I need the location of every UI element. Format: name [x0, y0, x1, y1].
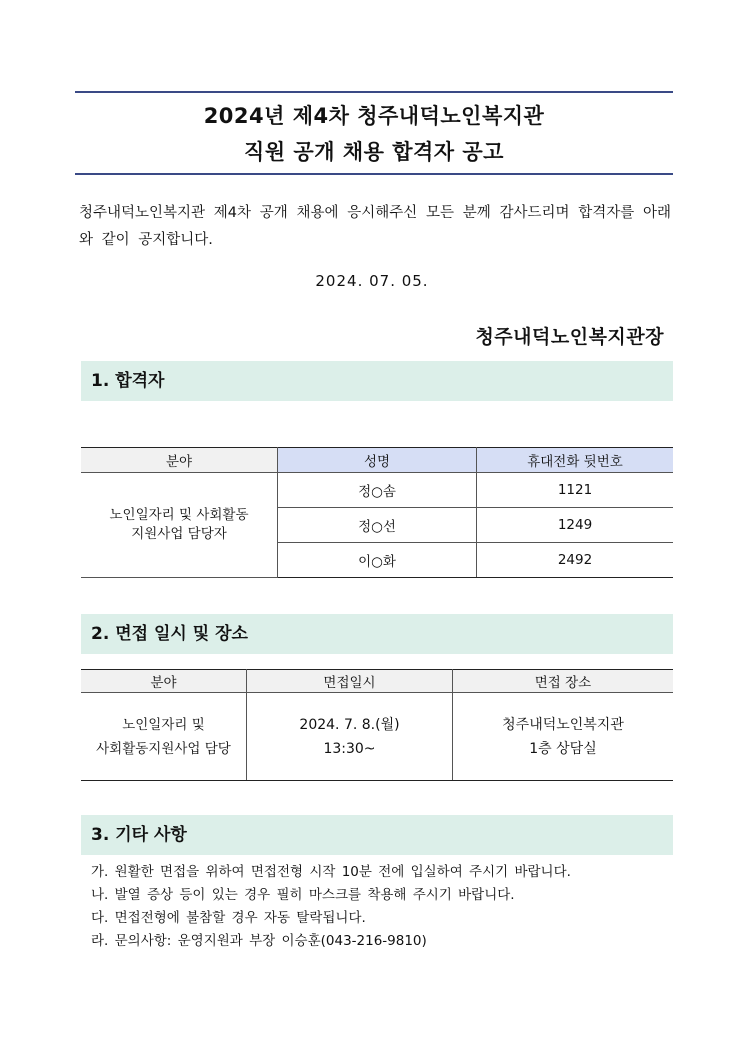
table-header-row [81, 448, 673, 473]
interview-datetime-cell [247, 693, 453, 781]
list-item: 라. 문의사항: 운영지원과 부장 이승훈(043-216-9810) [91, 933, 427, 949]
interview-place-line-2: 1층 상담실 [529, 740, 597, 757]
column-header-field: 분야 [81, 448, 278, 473]
field-cell [81, 473, 278, 578]
intro-paragraph: 청주내덕노인복지관 제4차 공개 채용에 응시해주신 모든 분께 감사드리며 합격자를 아래와 같이 공지합니다. [79, 205, 671, 248]
column-header-field: 분야 [81, 670, 247, 693]
interview-field-line-2: 사회활동지원사업 담당 [96, 740, 231, 757]
column-header-phone: 휴대전화 뒷번호 [477, 448, 674, 473]
interview-field-line-1: 노인일자리 및 [122, 716, 205, 733]
successful-applicants-table [81, 447, 673, 578]
list-item: 가. 원활한 면접을 위하여 면접전형 시작 10분 전에 입실하여 주시기 바랍니다. [91, 864, 571, 880]
table-row [81, 693, 673, 781]
notes-list [91, 861, 571, 953]
interview-place-line-1: 청주내덕노인복지관 [502, 716, 624, 733]
table-header-row [81, 670, 673, 693]
table-row [81, 473, 673, 508]
signer: 청주내덕노인복지관장 [475, 326, 664, 348]
interview-time: 13:30~ [323, 740, 376, 757]
applicant-phone: 1121 [477, 473, 674, 508]
applicant-name: 이○화 [278, 543, 477, 578]
section-heading-interview: 2. 면접 일시 및 장소 [81, 614, 673, 654]
field-line-2: 지원사업 담당자 [131, 526, 227, 542]
section-heading-other: 3. 기타 사항 [81, 815, 673, 855]
field-line-1: 노인일자리 및 사회활동 [109, 507, 249, 523]
title-line-2: 직원 공개 채용 합격자 공고 [244, 140, 504, 164]
applicant-phone: 1249 [477, 508, 674, 543]
section-heading-successful-applicants: 1. 합격자 [81, 361, 673, 401]
interview-place-cell [453, 693, 674, 781]
title-line-1: 2024년 제4차 청주내덕노인복지관 [203, 104, 545, 128]
interview-table [81, 669, 673, 781]
applicant-name: 정○솜 [278, 473, 477, 508]
interview-date: 2024. 7. 8.(월) [299, 716, 400, 733]
title-block [75, 91, 673, 175]
applicant-phone: 2492 [477, 543, 674, 578]
interview-field-cell [81, 693, 247, 781]
column-header-name: 성명 [278, 448, 477, 473]
notice-date: 2024. 07. 05. [315, 272, 429, 290]
list-item: 다. 면접전형에 불참할 경우 자동 탈락됩니다. [91, 910, 366, 926]
column-header-datetime: 면접일시 [247, 670, 453, 693]
list-item: 나. 발열 증상 등이 있는 경우 필히 마스크를 착용해 주시기 바랍니다. [91, 887, 515, 903]
applicant-name: 정○선 [278, 508, 477, 543]
column-header-place: 면접 장소 [453, 670, 674, 693]
